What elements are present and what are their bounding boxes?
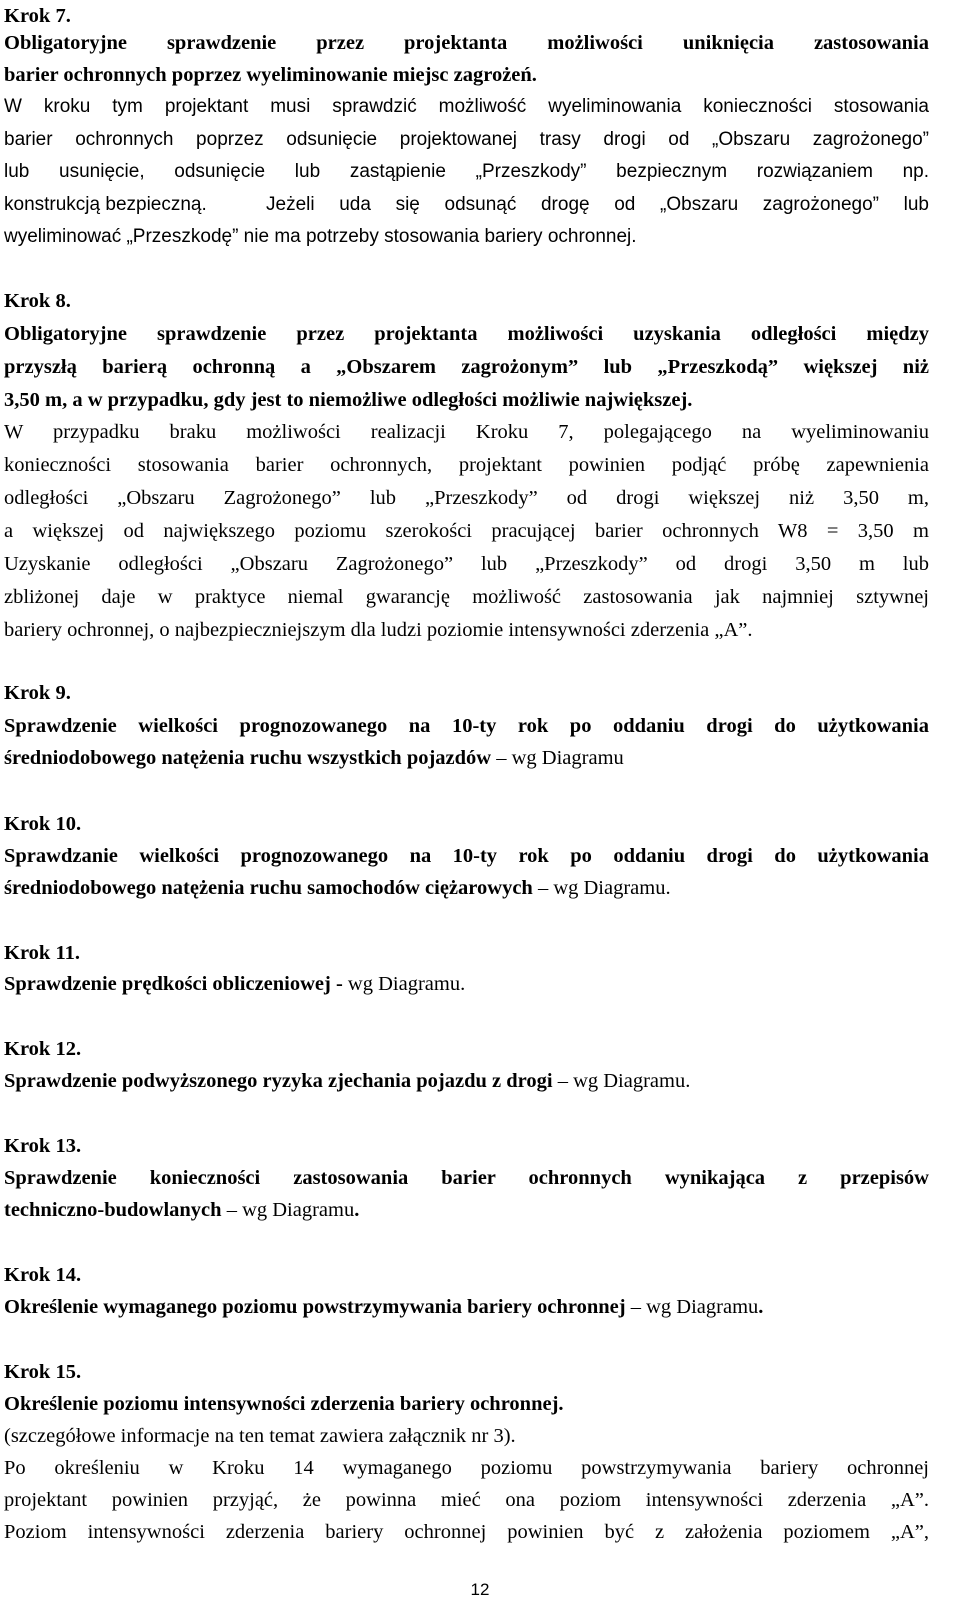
step12-heading: Krok 12. [4, 1038, 82, 1060]
step7-body-line-1: W kroku tym projektant musi sprawdzić możliwość wyeliminowania konieczności stosowania [4, 96, 929, 117]
step15-body-line-1: Po określeniu w Kroku 14 wymaganego poziomu powstrzymywania bariery ochronnej [4, 1457, 929, 1479]
step14-diagram-ref: – wg Diagramu [630, 1296, 759, 1318]
step8-body-line-2: konieczności stosowania barier ochronnych, projektant powinien podjąć próbę zapewnienia [4, 454, 929, 476]
step11-diagram-ref: wg Diagramu. [347, 973, 466, 995]
step15-body-line-3: Poziom intensywności zderzenia bariery ochronnej powinien być z założenia poziomem „A”, [4, 1521, 929, 1543]
step12-title: Sprawdzenie podwyższonego ryzyka zjechania pojazdu z drogi [4, 1070, 553, 1092]
step15-heading: Krok 15. [4, 1361, 82, 1383]
step13-diagram-ref: – wg Diagramu [226, 1199, 355, 1221]
step7-body-line-5: wyeliminować „Przeszkodę” nie ma potrzeby stosowania bariery ochronnej. [4, 226, 637, 247]
step8-body-line-4: a większej od największego poziomu szerokości pracującej barier ochronnych W8 = 3,50 m [4, 520, 929, 542]
step14-title-line [4, 1291, 763, 1323]
step11-heading: Krok 11. [4, 942, 80, 964]
step15-title: Określenie poziomu intensywności zderzenia bariery ochronnej. [4, 1393, 564, 1415]
step8-title-line-2: przyszłą barierą ochronną a „Obszarem zagrożonym” lub „Przeszkodą” większej niż [4, 356, 929, 378]
step9-diagram-ref: – wg Diagramu [496, 747, 624, 769]
step14-heading: Krok 14. [4, 1264, 82, 1286]
step12-title-line [4, 1065, 690, 1097]
page-number: 12 [470, 1580, 490, 1599]
step13-heading: Krok 13. [4, 1135, 82, 1157]
step12-diagram-ref: – wg Diagramu. [557, 1070, 691, 1092]
step10-diagram-ref: – wg Diagramu. [537, 877, 671, 899]
step7-body-line-4b: Jeżeli uda się odsunąć drogę od „Obszaru zagrożonego” lub [266, 194, 929, 215]
step15-note: (szczegółowe informacje na ten temat zawiera załącznik nr 3). [4, 1425, 516, 1447]
step14-title: Określenie wymaganego poziomu powstrzymywania bariery ochronnej [4, 1296, 626, 1318]
step14-period: . [758, 1296, 764, 1318]
step9-title-line-2 [4, 742, 624, 774]
step7-title-line-1: Obligatoryjne sprawdzenie przez projektanta możliwości uniknięcia zastosowania [4, 32, 929, 54]
step11-title: Sprawdzenie prędkości obliczeniowej - [4, 973, 343, 995]
step10-title-line-2-text: średniodobowego natężenia ruchu samochodów ciężarowych [4, 877, 533, 899]
step8-heading: Krok 8. [4, 290, 71, 312]
step9-title-line-1: Sprawdzenie wielkości prognozowanego na 10-ty rok po oddaniu drogi do użytkowania [4, 715, 929, 737]
step7-title-line-2: barier ochronnych poprzez wyeliminowanie miejsc zagrożeń. [4, 64, 537, 86]
step7-body-line-4a: konstrukcją bezpieczną. [4, 194, 207, 215]
step8-body-line-5: Uzyskanie odległości „Obszaru Zagrożonego” lub „Przeszkody” od drogi 3,50 m lub [4, 553, 929, 575]
step7-body-line-2: barier ochronnych poprzez odsunięcie projektowanej trasy drogi od „Obszaru zagrożonego” [4, 129, 929, 150]
step8-body-line-3: odległości „Obszaru Zagrożonego” lub „Przeszkody” od drogi większej niż 3,50 m, [4, 487, 929, 509]
step13-title-line-2-text: techniczno-budowlanych [4, 1199, 222, 1221]
step13-title-line-1: Sprawdzenie konieczności zastosowania barier ochronnych wynikająca z przepisów [4, 1167, 929, 1189]
step15-body-line-2: projektant powinien przyjąć, że powinna mieć ona poziom intensywności zderzenia „A”. [4, 1489, 929, 1511]
step9-title-line-2-text: średniodobowego natężenia ruchu wszystkich pojazdów [4, 747, 492, 769]
step8-body-line-6: zbliżonej daje w praktyce niemal gwarancję możliwość zastosowania jak najmniej sztywnej [4, 586, 929, 608]
step8-title-line-3: 3,50 m, a w przypadku, gdy jest to niemożliwe odległości możliwie największej. [4, 389, 693, 411]
step8-title-line-1: Obligatoryjne sprawdzenie przez projektanta możliwości uzyskania odległości między [4, 323, 929, 345]
step9-heading: Krok 9. [4, 682, 71, 704]
step13-period: . [354, 1199, 360, 1221]
step13-title-line-2 [4, 1194, 359, 1226]
step7-body-line-3: lub usunięcie, odsunięcie lub zastąpienie „Przeszkody” bezpiecznym rozwiązaniem np. [4, 161, 929, 182]
step10-title-line-1: Sprawdzanie wielkości prognozowanego na 10-ty rok po oddaniu drogi do użytkowania [4, 845, 929, 867]
step8-body-line-1: W przypadku braku możliwości realizacji Kroku 7, polegającego na wyeliminowaniu [4, 421, 929, 443]
step11-title-line [4, 968, 465, 1000]
step7-heading: Krok 7. [4, 5, 71, 27]
step10-heading: Krok 10. [4, 813, 82, 835]
step8-body-line-7: bariery ochronnej, o najbezpieczniejszym dla ludzi poziomie intensywności zderzenia „A”. [4, 619, 753, 641]
step10-title-line-2 [4, 872, 671, 904]
